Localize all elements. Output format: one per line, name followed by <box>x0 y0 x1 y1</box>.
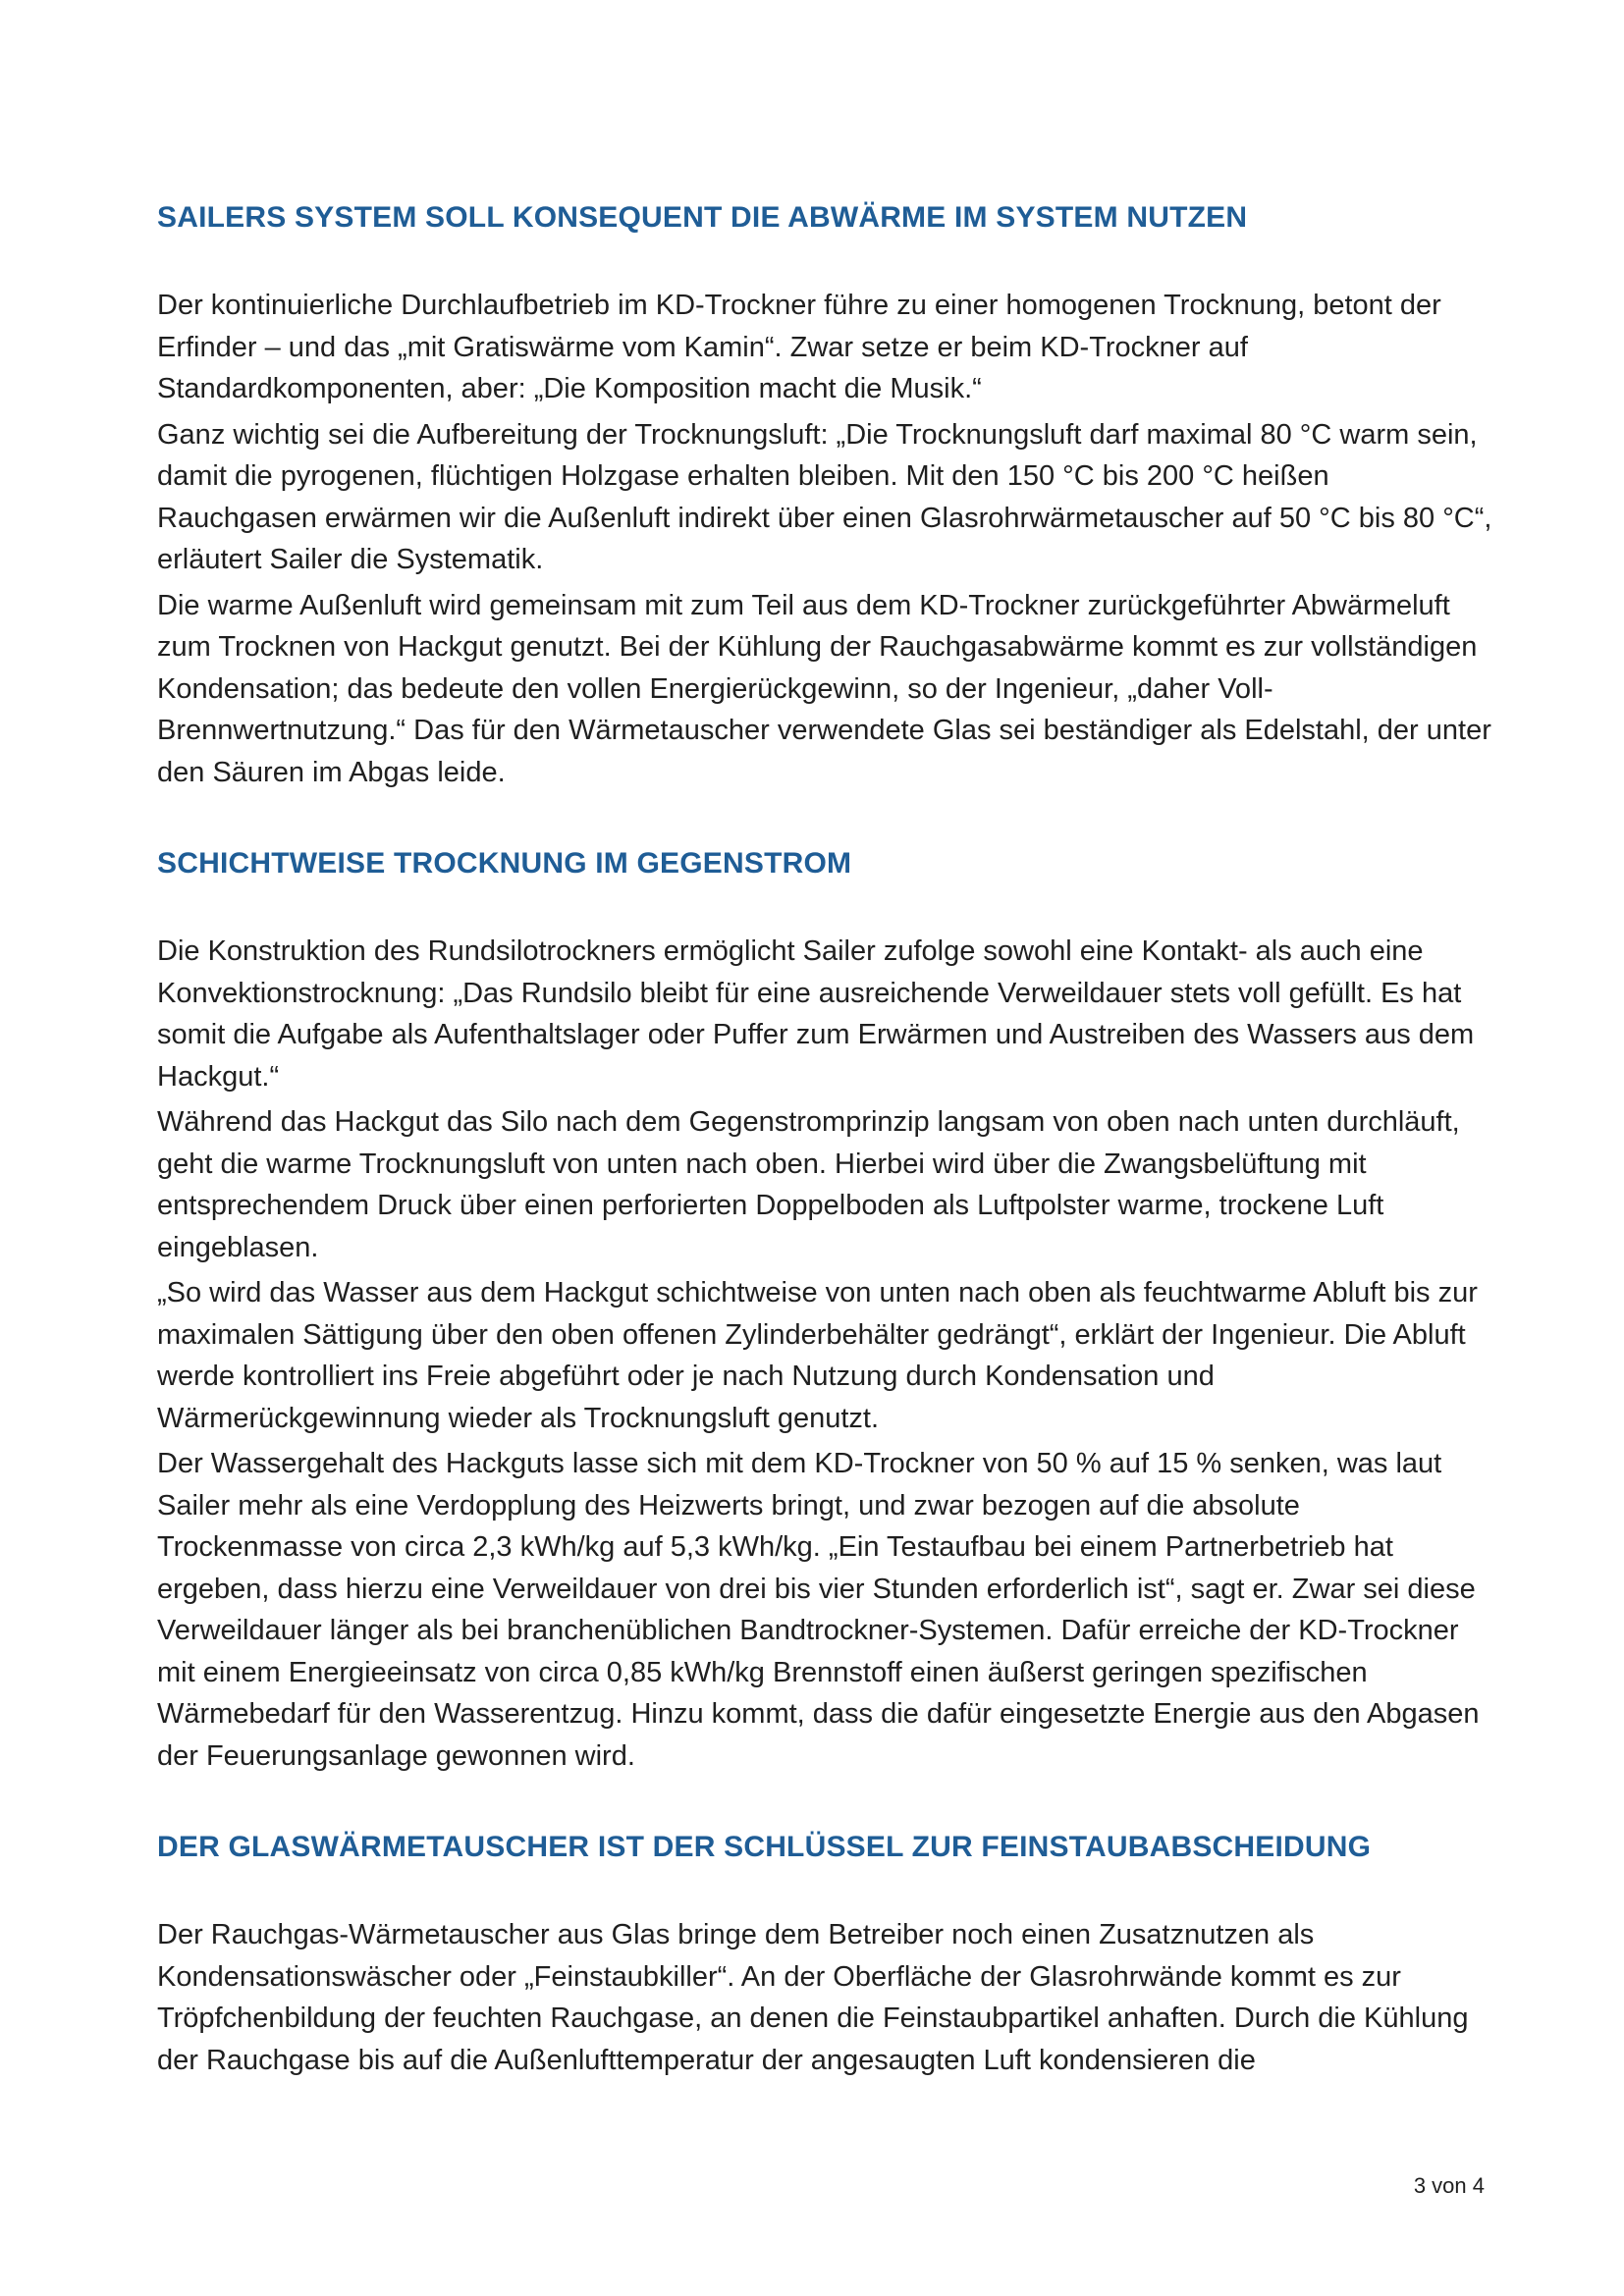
paragraph: Die warme Außenluft wird gemeinsam mit zum Teil aus dem KD-Trockner zurückgeführter Abwärmeluft zum Trocknen von Hackgut genutzt. Bei der Kühlung der Rauchgasabwärme kommt es zur vollständigen Kondensation; das bedeute den vollen Energierückgewinn, so der Ingenieur, „daher Voll-Brennwertnutzung.“ Das für den Wärmetauscher verwendete Glas sei beständiger als Edelstahl, der unter den Säuren im Abgas leide. <box>157 589 1491 788</box>
document-page <box>157 196 1492 2085</box>
paragraph: Der Wassergehalt des Hackguts lasse sich mit dem KD-Trockner von 50 % auf 15 % senken, was laut Sailer mehr als eine Verdopplung des Heizwerts bringt, und zwar bezogen auf die absolute Trockenmasse von circa 2,3 kWh/kg auf 5,3 kWh/kg. „Ein Testaufbau bei einem Partnerbetrieb hat ergeben, dass hierzu eine Verweildauer von drei bis vier Stunden erforderlich ist“, sagt er. Zwar sei diese Verweildauer länger als bei branchenüblichen Bandtrockner-Systemen. Dafür erreiche der KD-Trockner mit einem Energieeinsatz von circa 0,85 kWh/kg Brennstoff einen äußerst geringen spezifischen Wärmebedarf für den Wasserentzug. Hinzu kommt, dass die dafür eingesetzte Energie aus den Abgasen der Feuerungsanlage gewonnen wird. <box>157 1448 1480 1772</box>
section-glaswaermetauscher <box>157 1826 1492 2081</box>
page-number: 3 von 4 <box>1413 2173 1485 2198</box>
paragraph: Ganz wichtig sei die Aufbereitung der Trocknungsluft: „Die Trocknungsluft darf maximal 80 °C warm sein, damit die pyrogenen, flüchtigen Holzgase erhalten bleiben. Mit den 150 °C bis 200 °C heißen Rauchgasen erwärmen wir die Außenluft indirekt über einen Glasrohrwärmetauscher auf 50 °C bis 80 °C“, erläutert Sailer die Systematik. <box>157 418 1492 575</box>
paragraph: Die Konstruktion des Rundsilotrockners ermöglicht Sailer zufolge sowohl eine Kontakt- als auch eine Konvektionstrocknung: „Das Rundsilo bleibt für eine ausreichende Verweildauer stets voll gefüllt. Es hat somit die Aufgabe als Aufenthaltslager oder Puffer zum Erwärmen und Austreiben des Wassers aus dem Hackgut.“ <box>157 935 1475 1093</box>
section-heading: DER GLASWÄRMETAUSCHER IST DER SCHLÜSSEL ZUR FEINSTAUBABSCHEIDUNG <box>157 1831 1372 1863</box>
section-gegenstrom <box>157 842 1492 1777</box>
section-heading: SAILERS SYSTEM SOLL KONSEQUENT DIE ABWÄRME IM SYSTEM NUTZEN <box>157 201 1248 234</box>
paragraph: Der kontinuierliche Durchlaufbetrieb im KD-Trockner führe zu einer homogenen Trocknung, betont der Erfinder – und das „mit Gratiswärme vom Kamin“. Zwar setze er beim KD-Trockner auf Standardkomponenten, aber: „Die Komposition macht die Musik.“ <box>157 290 1441 404</box>
section-abwaerme <box>157 196 1492 793</box>
paragraph: Während das Hackgut das Silo nach dem Gegenstromprinzip langsam von oben nach unten durchläuft, geht die warme Trocknungsluft von unten nach oben. Hierbei wird über die Zwangsbelüftung mit entsprechendem Druck über einen perforierten Doppelboden als Luftpolster warme, trockene Luft eingeblasen. <box>157 1106 1460 1263</box>
paragraph: Der Rauchgas-Wärmetauscher aus Glas bringe dem Betreiber noch einen Zusatznutzen als Kondensationswäscher oder „Feinstaubkiller“. An der Oberfläche der Glasrohrwände kommt es zur Tröpfchenbildung der feuchten Rauchgase, an denen die Feinstaubpartikel anhaften. Durch die Kühlung der Rauchgase bis auf die Außenlufttemperatur der angesaugten Luft kondensieren die <box>157 1919 1469 2076</box>
section-heading: SCHICHTWEISE TROCKNUNG IM GEGENSTROM <box>157 847 852 880</box>
paragraph: „So wird das Wasser aus dem Hackgut schichtweise von unten nach oben als feuchtwarme Abluft bis zur maximalen Sättigung über den oben offenen Zylinderbehälter gedrängt“, erklärt der Ingenieur. Die Abluft werde kontrolliert ins Freie abgeführt oder je nach Nutzung durch Kondensation und Wärmerückgewinnung wieder als Trocknungsluft genutzt. <box>157 1277 1478 1434</box>
